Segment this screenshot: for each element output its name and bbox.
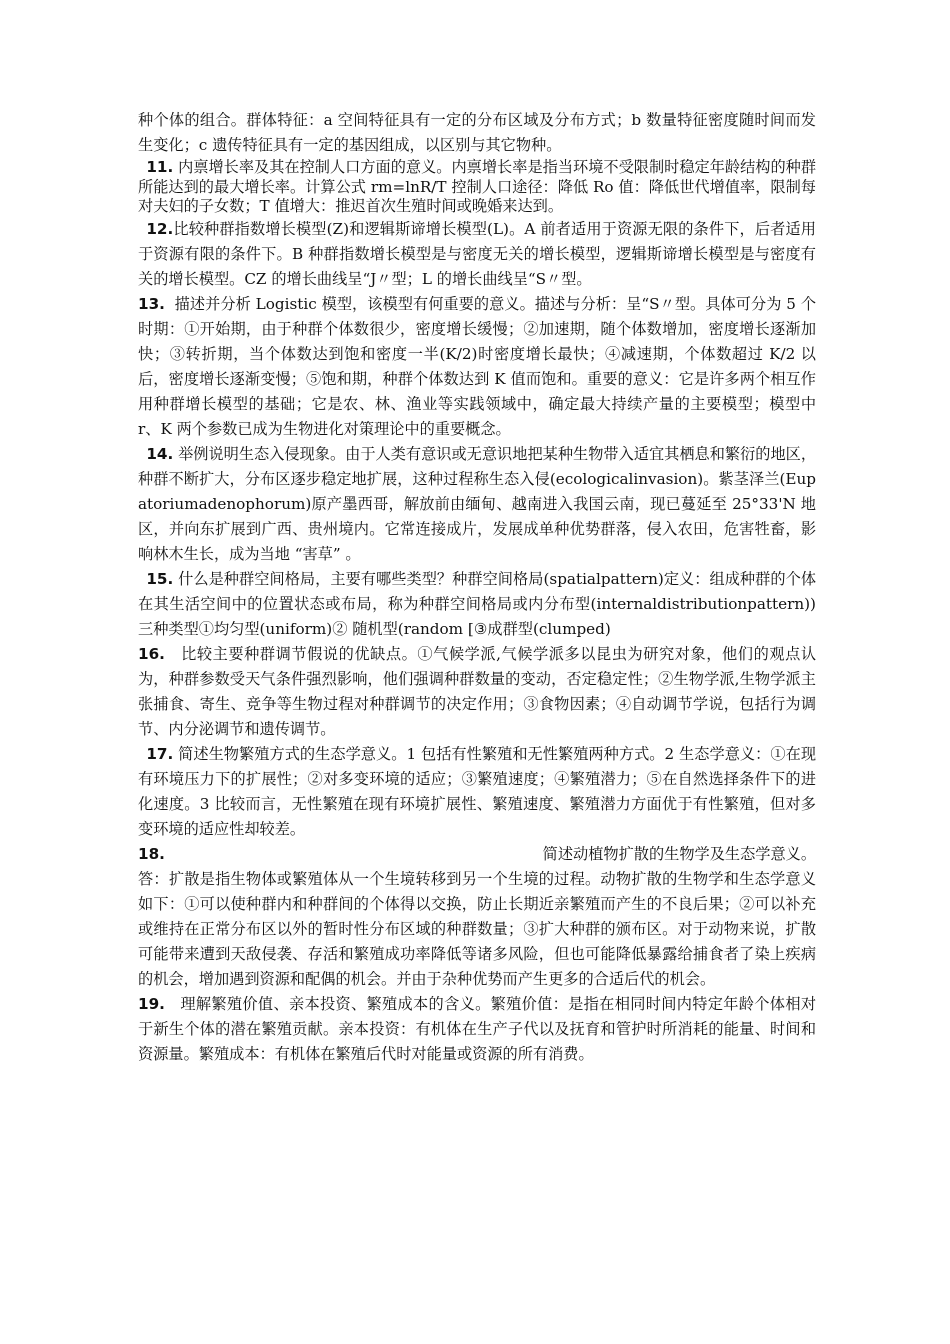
item-number: 13.	[138, 294, 165, 313]
paragraph-text: 简述生物繁殖方式的生态学意义。1 包括有性繁殖和无性繁殖两种方式。2 生态学意义：①在现有环境压力下的扩展性；②对多变环境的适应；③繁殖速度；④繁殖潜力；⑤在自然选择条件下的进化速度。3 比较而言，无性繁殖在现有环境扩展性、繁殖速度、繁殖潜力方面优于有性繁殖，但对多变环境的适应性却较差。	[138, 744, 817, 838]
paragraph-13	[138, 292, 816, 442]
item-number: 16.	[138, 644, 165, 663]
paragraph-15	[138, 567, 816, 642]
item-number: 15.	[146, 569, 174, 588]
paragraph-heading: 简述动植物扩散的生物学及生态学意义。	[542, 844, 816, 863]
paragraph-text: 什么是种群空间格局，主要有哪些类型？种群空间格局(spatialpattern)定义：组成种群的个体在其生活空间中的位置状态或布局，称为种群空间格局或内分布型(internaldistributionpattern))三种类型①均匀型(uniform)② 随机型(random [③成群型(clumped)	[138, 569, 817, 638]
paragraph-text: 内禀增长率及其在控制人口方面的意义。内禀增长率是指当环境不受限制时稳定年龄结构的种群所能达到的最大增长率。计算公式 rm=lnR/T 控制人口途径：降低 Ro 值：降低世代增值率，限制每对夫妇的子女数；T 值增大：推迟首次生殖时间或晚婚来达到。	[138, 158, 817, 215]
paragraph-intro	[138, 108, 816, 158]
paragraph-text: 答：扩散是指生物体或繁殖体从一个生境转移到另一个生境的过程。动物扩散的生物学和生态学意义如下：①可以使种群内和种群间的个体得以交换，防止长期近亲繁殖而产生的不良后果；②可以补充或维持在正常分布区以外的暂时性分布区域的种群数量；③扩大种群的颁布区。对于动物来说，扩散可能带来遭到天敌侵袭、存活和繁殖成功率降低等诸多风险，但也可能降低暴露给捕食者了染上疾病的机会，增加遇到资源和配偶的机会。并由于杂种优势而产生更多的合适后代的机会。	[138, 869, 816, 988]
paragraph-text: 举例说明生态入侵现象。由于人类有意识或无意识地把某种生物带入适宜其栖息和繁衍的地区，种群不断扩大，分布区逐步稳定地扩展，这种过程称生态入侵(ecologicalinvasion)。紫茎泽兰(Eupatoriumadenophorum)原产墨西哥，解放前由缅甸、越南进入我国云南，现已蔓延至 25°33'N 地区，并向东扩展到广西、贵州境内。它常连接成片，发展成单种优势群落，侵入农田，危害牲畜，影响林木生长，成为当地 “害草” 。	[138, 444, 817, 563]
item-number: 19.	[138, 994, 165, 1013]
paragraph-12	[138, 217, 816, 292]
paragraph-17	[138, 742, 816, 842]
item-number: 11.	[146, 158, 174, 176]
paragraph-18	[138, 842, 816, 992]
paragraph-text: 描述并分析 Logistic 模型，该模型有何重要的意义。描述与分析：呈“S〃型。具体可分为 5 个时期：①开始期，由于种群个体数很少，密度增长缓慢；②加速期，随个体数增加，密度增长逐渐加快；③转折期，当个体数达到饱和密度一半(K/2)时密度增长最快；④减速期，个体数超过 K/2 以后，密度增长逐渐变慢；⑤饱和期，种群个体数达到 K 值而饱和。重要的意义：它是许多两个相互作用种群增长模型的基础；它是农、林、渔业等实践领域中，确定最大持续产量的主要模型；模型中 r、K 两个参数已成为生物进化对策理论中的重要概念。	[138, 294, 817, 438]
item-number: 12.	[146, 219, 174, 238]
paragraph-text: 理解繁殖价值、亲本投资、繁殖成本的含义。繁殖价值：是指在相同时间内特定年龄个体相对于新生个体的潜在繁殖贡献。亲本投资：有机体在生产子代以及抚育和管护时所消耗的能量、时间和资源量。繁殖成本：有机体在繁殖后代时对能量或资源的所有消费。	[138, 994, 817, 1063]
document-page	[138, 108, 816, 1067]
paragraph-11	[138, 158, 816, 217]
item-number: 17.	[146, 744, 174, 763]
paragraph-text: 比较种群指数增长模型(Z)和逻辑斯谛增长模型(L)。A 前者适用于资源无限的条件下，后者适用于资源有限的条件下。B 种群指数增长模型是与密度无关的增长模型，逻辑斯谛增长模型是与密度有关的增长模型。CZ 的增长曲线呈“J〃型；L 的增长曲线呈“S〃型。	[138, 219, 816, 288]
paragraph-14	[138, 442, 816, 567]
paragraph-19	[138, 992, 816, 1067]
paragraph-18-heading-row	[138, 842, 816, 867]
paragraph-text: 种个体的组合。群体特征：a 空间特征具有一定的分布区域及分布方式；b 数量特征密度随时间而发生变化；c 遗传特征具有一定的基因组成，以区别与其它物种。	[138, 111, 816, 154]
paragraph-text: 比较主要种群调节假说的优缺点。①气候学派,气候学派多以昆虫为研究对象，他们的观点认为，种群参数受天气条件强烈影响，他们强调种群数量的变动，否定稳定性；②生物学派,生物学派主张捕食、寄生、竞争等生物过程对种群调节的决定作用；③食物因素；④自动调节学说，包括行为调节、内分泌调节和遗传调节。	[138, 644, 817, 738]
paragraph-16	[138, 642, 816, 742]
item-number: 18.	[138, 844, 165, 863]
item-number: 14.	[146, 444, 174, 463]
